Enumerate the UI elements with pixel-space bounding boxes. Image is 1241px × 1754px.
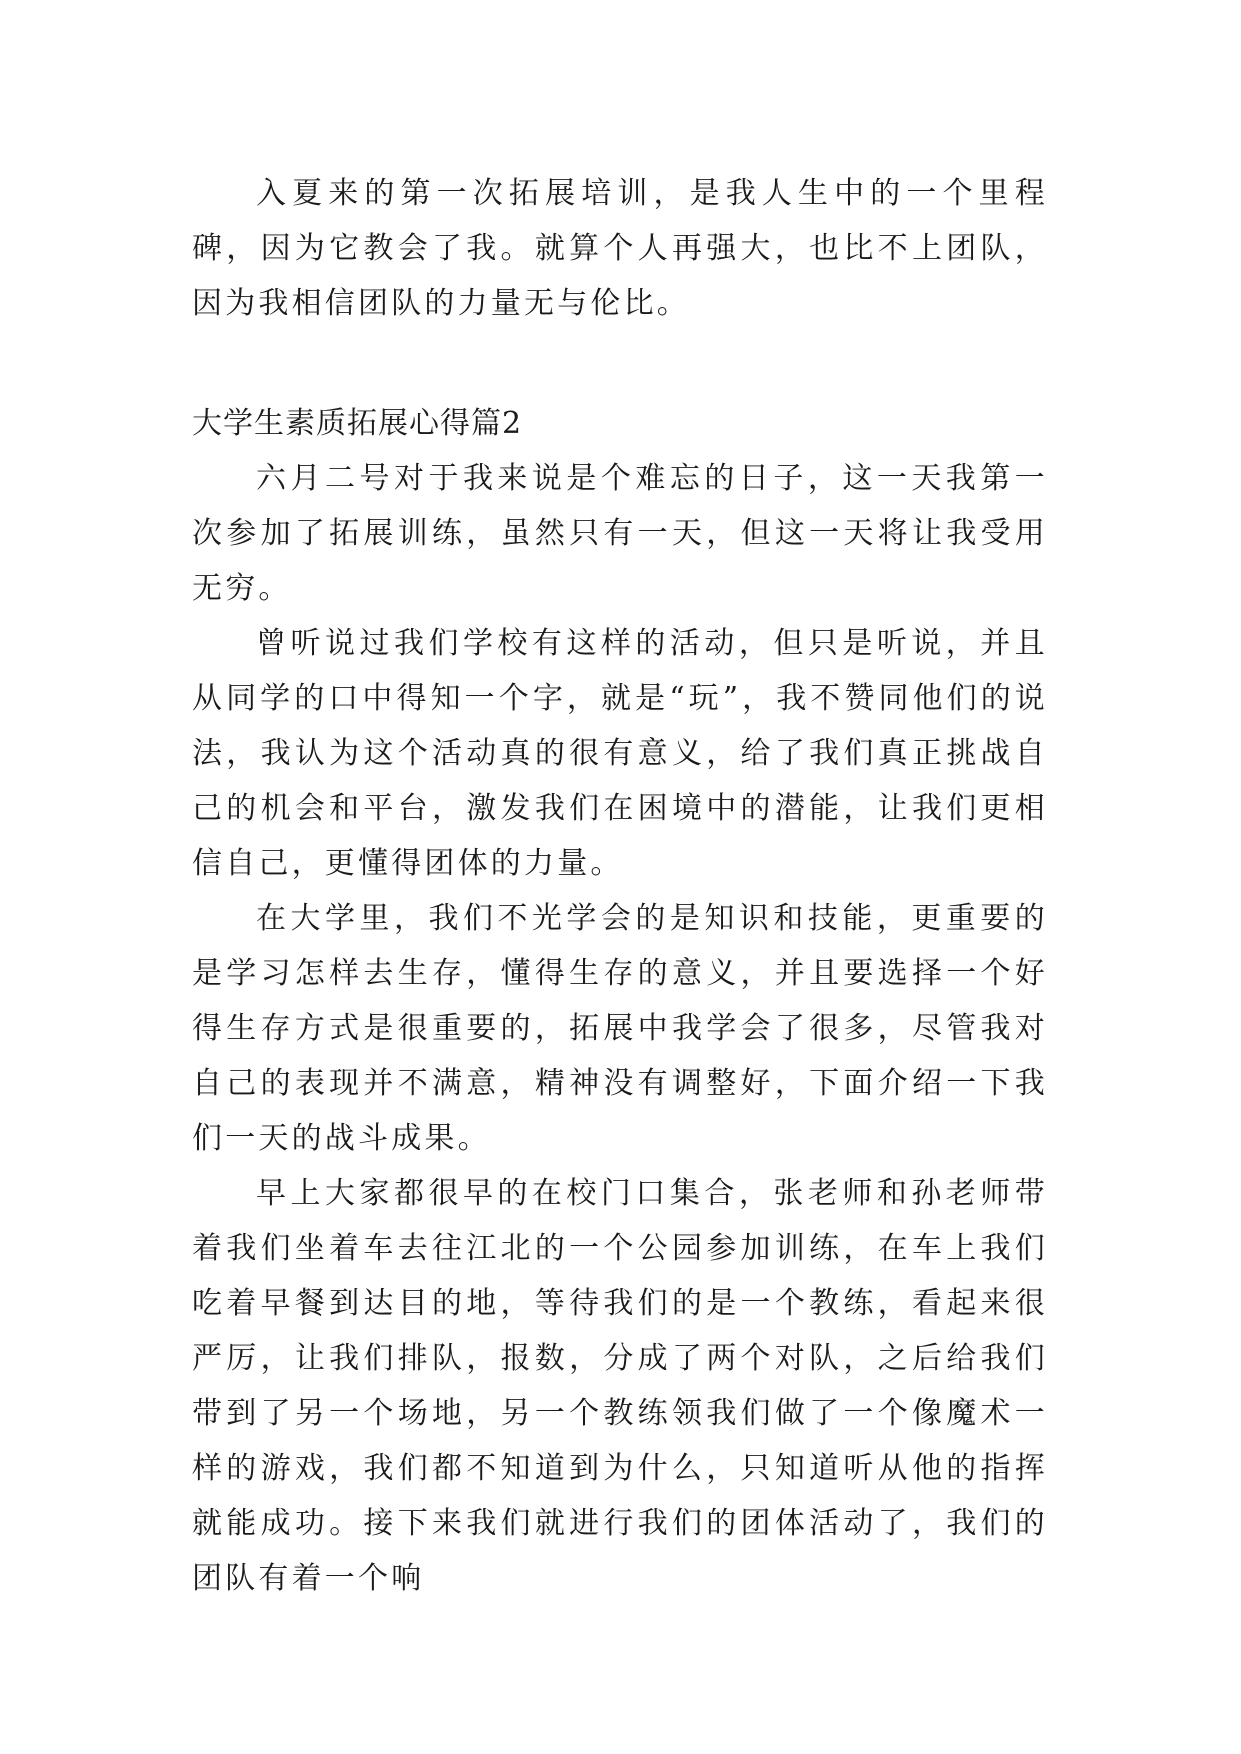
section-title: 大学生素质拓展心得篇2 (192, 406, 523, 441)
body-paragraph: 早上大家都很早的在校门口集合，张老师和孙老师带着我们坐着车去往江北的一个公园参加训练，在车上我们吃着早餐到达目的地，等待我们的是一个教练，看起来很严厉，让我们排队，报数，分成了两个对队，之后给我们带到了另一个场地，另一个教练领我们做了一个像魔术一样的游戏，我们都不知道到为什么，只知道听从他的指挥就能成功。接下来我们就进行我们的团体活动了，我们的团队有着一个响 (192, 1176, 1048, 1596)
body-paragraph: 六月二号对于我来说是个难忘的日子，这一天我第一次参加了拓展训练，虽然只有一天，但这一天将让我受用无穷。 (192, 461, 1048, 606)
body-paragraph: 在大学里，我们不光学会的是知识和技能，更重要的是学习怎样去生存，懂得生存的意义，并且要选择一个好得生存方式是很重要的，拓展中我学会了很多，尽管我对自己的表现并不满意，精神没有调整好，下面介绍一下我们一天的战斗成果。 (192, 901, 1048, 1156)
body-paragraph: 曾听说过我们学校有这样的活动，但只是听说，并且从同学的口中得知一个字，就是“玩”，我不赞同他们的说法，我认为这个活动真的很有意义，给了我们真正挑战自己的机会和平台，激发我们在困境中的潜能，让我们更相信自己，更懂得团体的力量。 (192, 626, 1048, 881)
document-page (192, 166, 1048, 1606)
intro-paragraph: 入夏来的第一次拓展培训，是我人生中的一个里程碑，因为它教会了我。就算个人再强大，也比不上团队，因为我相信团队的力量无与伦比。 (192, 176, 1048, 321)
